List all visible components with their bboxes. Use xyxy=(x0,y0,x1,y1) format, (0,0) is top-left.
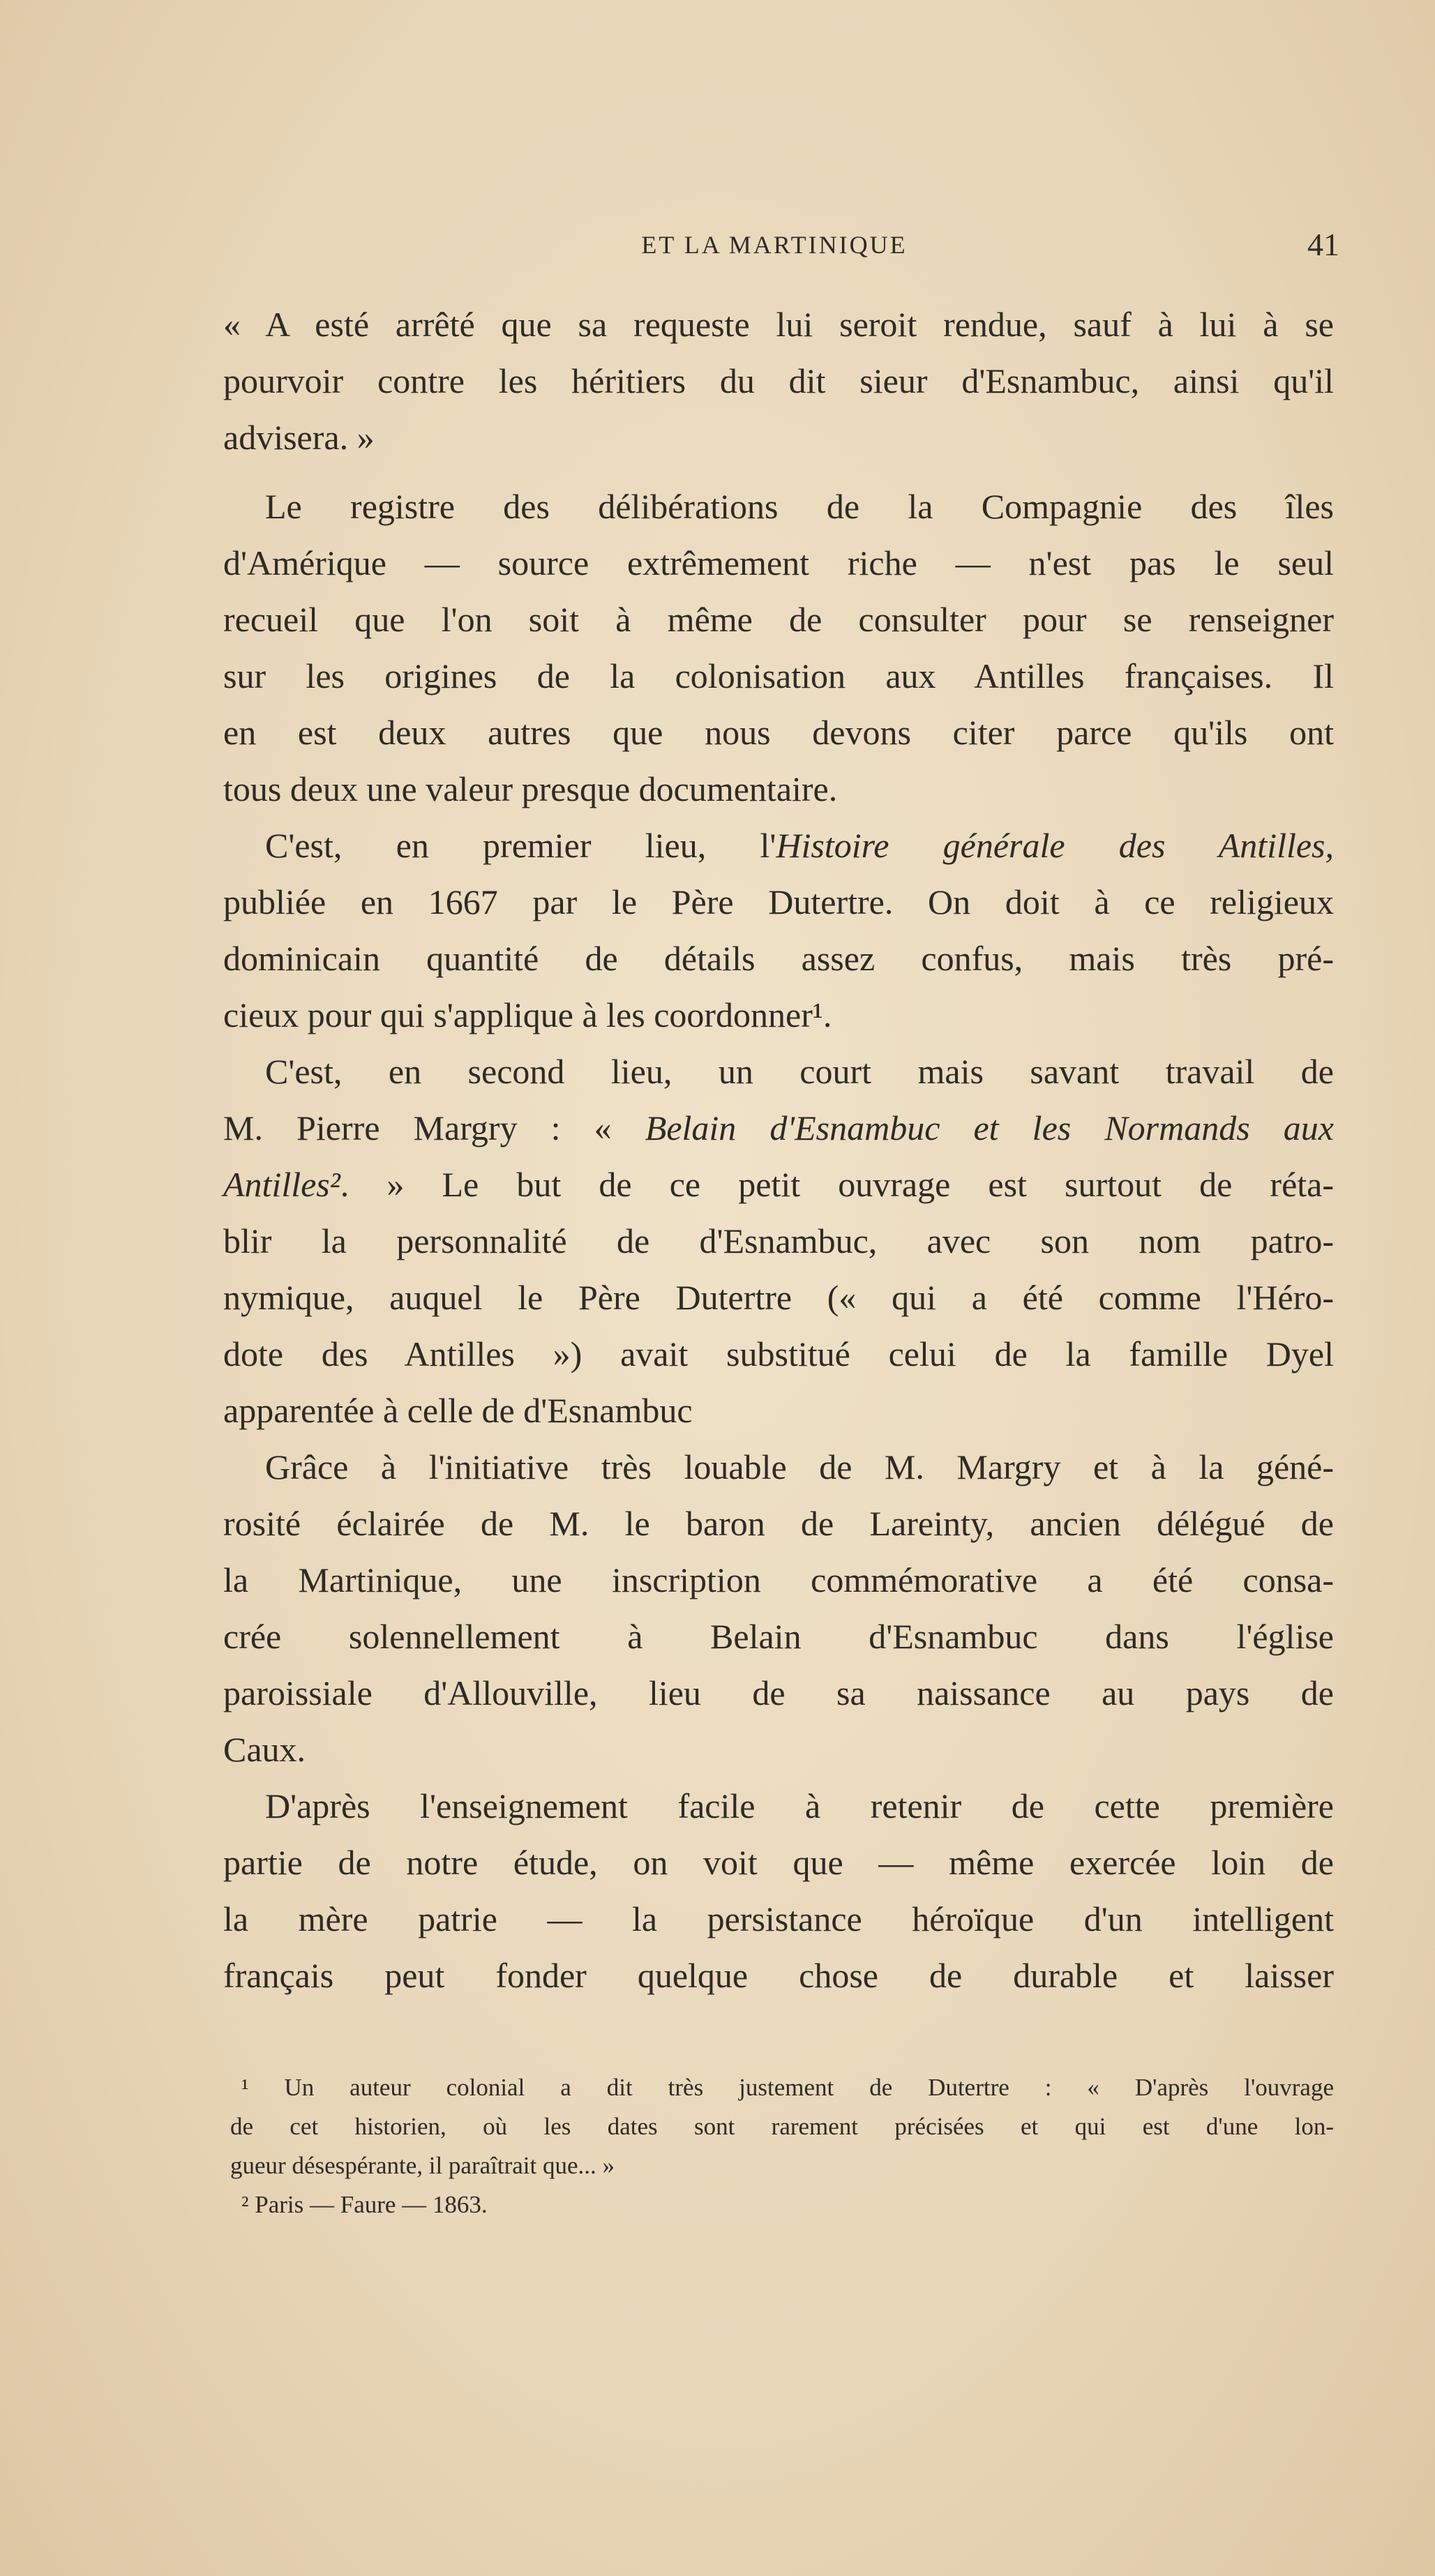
italic-title: Belain d'Esnambuc et les Normands aux xyxy=(645,1108,1334,1147)
text-line: C'est, en second lieu, un court mais savant travail de xyxy=(265,1052,1334,1091)
text-line: advisera. » xyxy=(223,418,375,457)
text-line: apparentée à celle de d'Esnambuc xyxy=(223,1391,693,1430)
text-line xyxy=(223,1100,1334,1157)
body-text xyxy=(223,296,1334,2004)
footnote-line: gueur désespérante, il paraîtrait que... » xyxy=(230,2152,615,2179)
text-line xyxy=(223,818,1334,874)
text-line: « A esté arrêté que sa requeste lui seroit rendue, sauf à lui à se xyxy=(223,305,1334,344)
text-line: recueil que l'on soit à même de consulter pour se renseigner xyxy=(223,600,1334,639)
text-line: cieux pour qui s'applique à les coordonner¹. xyxy=(223,995,832,1034)
italic-title: Antilles² xyxy=(223,1165,340,1204)
text-line: tous deux une valeur presque documentaire. xyxy=(223,769,838,808)
footnote-line: ² Paris — Faure — 1863. xyxy=(241,2191,488,2218)
text-line: Grâce à l'initiative très louable de M. Margry et à la géné- xyxy=(265,1447,1334,1486)
text-line: sur les origines de la colonisation aux Antilles françaises. Il xyxy=(223,656,1334,695)
text-line: paroissiale d'Allouville, lieu de sa naissance au pays de xyxy=(223,1673,1334,1712)
text-line: pourvoir contre les héritiers du dit sieur d'Esnambuc, ainsi qu'il xyxy=(223,361,1334,400)
text-line: rosité éclairée de M. le baron de Lareinty, ancien délégué de xyxy=(223,1504,1334,1543)
text-line: D'après l'enseignement facile à retenir de cette première xyxy=(265,1786,1334,1825)
text-line: en est deux autres que nous devons citer parce qu'ils ont xyxy=(223,713,1334,752)
text-line: partie de notre étude, on voit que — même exercée loin de xyxy=(223,1843,1334,1882)
running-head xyxy=(209,227,1339,269)
text-line: d'Amérique — source extrêmement riche — n'est pas le seul xyxy=(223,543,1334,582)
italic-title: Histoire générale des Antilles, xyxy=(776,826,1335,865)
text-line: dominicain quantité de détails assez confus, mais très pré- xyxy=(223,939,1334,978)
text-line: blir la personnalité de d'Esnambuc, avec son nom patro- xyxy=(223,1221,1334,1260)
text-line: la mère patrie — la persistance héroïque d'un intelligent xyxy=(223,1899,1334,1938)
page-number: 41 xyxy=(1307,227,1339,262)
text-line: Le registre des délibérations de la Compagnie des îles xyxy=(265,487,1334,526)
text-fragment: C'est, en premier lieu, l' xyxy=(265,826,776,865)
text-line: publiée en 1667 par le Père Dutertre. On doit à ce religieux xyxy=(223,882,1334,921)
footnote-line: ¹ Un auteur colonial a dit très justement de Dutertre : « D'après l'ouvrage xyxy=(241,2074,1334,2101)
text-line xyxy=(223,1157,1334,1213)
text-line: français peut fonder quelque chose de durable et laisser xyxy=(223,1956,1334,1995)
text-line: Caux. xyxy=(223,1730,306,1769)
text-fragment: . » Le but de ce petit ouvrage est surtout de réta- xyxy=(340,1165,1334,1204)
running-title: ET LA MARTINIQUE xyxy=(641,231,908,259)
text-fragment: M. Pierre Margry : « xyxy=(223,1108,645,1147)
footnote-line: de cet historien, où les dates sont rarement précisées et qui est d'une lon- xyxy=(230,2113,1334,2140)
text-line: nymique, auquel le Père Dutertre (« qui a été comme l'Héro- xyxy=(223,1278,1334,1317)
footnotes xyxy=(230,2068,1334,2224)
text-line: dote des Antilles ») avait substitué celui de la famille Dyel xyxy=(223,1334,1334,1373)
text-line: la Martinique, une inscription commémorative a été consa- xyxy=(223,1560,1334,1599)
text-line: crée solennellement à Belain d'Esnambuc dans l'église xyxy=(223,1617,1334,1656)
